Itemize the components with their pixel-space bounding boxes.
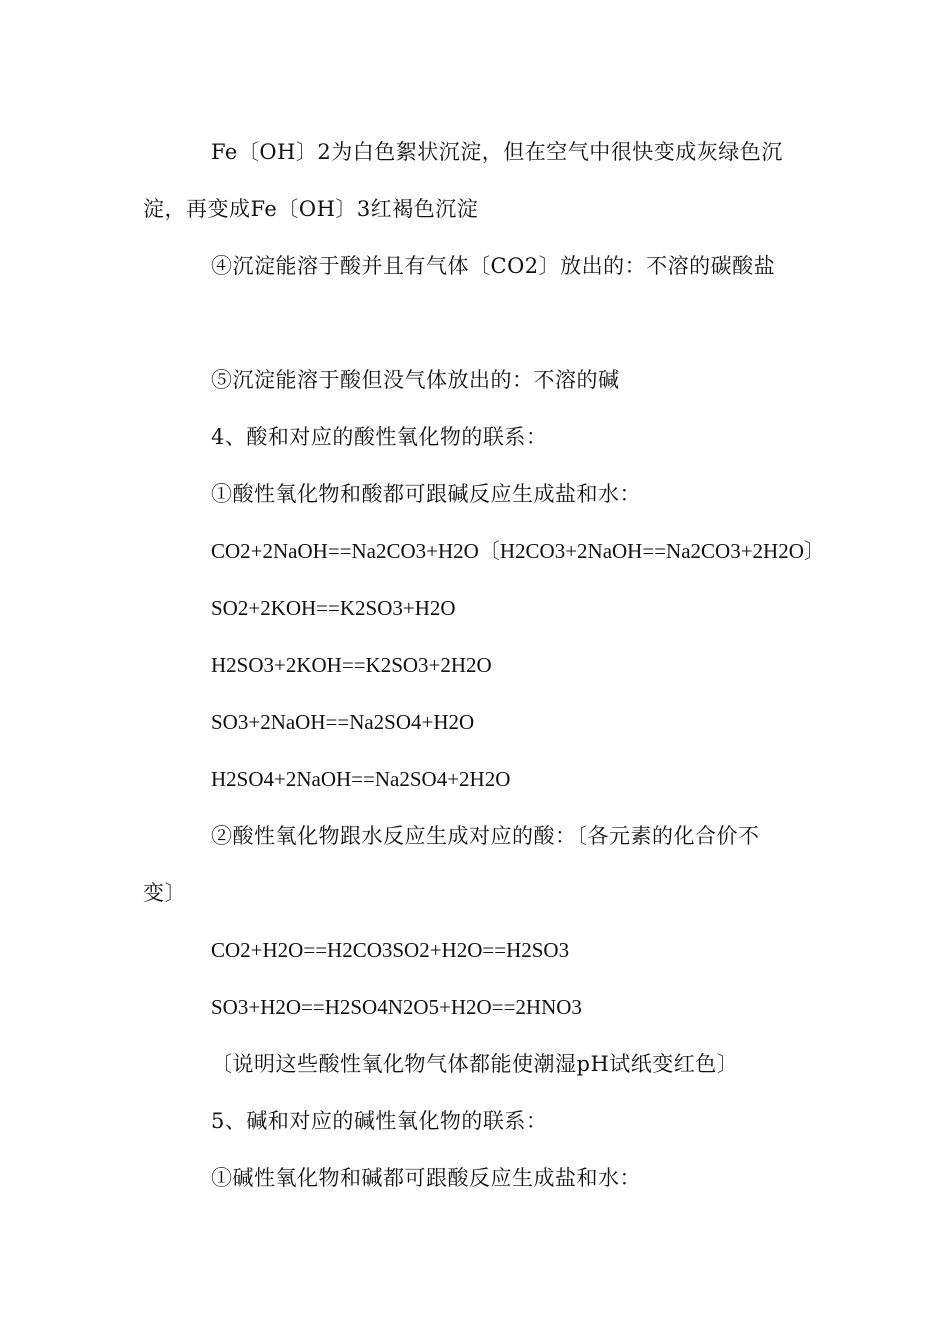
paragraph-line: ②酸性氧化物跟水反应生成对应的酸：〔各元素的化合价不 (211, 824, 760, 848)
paragraph-line: 淀，再变成Fe〔OH〕3红褐色沉淀 (143, 197, 479, 221)
equation-line: H2SO4+2NaOH==Na2SO4+2H2O (211, 767, 511, 791)
equation-line: CO2+2NaOH==Na2CO3+H2O〔H2CO3+2NaOH==Na2CO3+2H2O〕 (211, 539, 825, 563)
equation-line: CO2+H2O==H2CO3SO2+H2O==H2SO3 (211, 938, 570, 962)
paragraph-line: ①碱性氧化物和碱都可跟酸反应生成盐和水： (211, 1166, 641, 1190)
paragraph-line: 变〕 (143, 881, 186, 905)
equation-line: H2SO3+2KOH==K2SO3+2H2O (211, 653, 492, 677)
paragraph-line: ①酸性氧化物和酸都可跟碱反应生成盐和水： (211, 482, 641, 506)
equation-line: SO2+2KOH==K2SO3+H2O (211, 596, 456, 620)
paragraph-line: Fe〔OH〕2为白色絮状沉淀，但在空气中很快变成灰绿色沉 (211, 140, 783, 164)
section-heading: 5、碱和对应的碱性氧化物的联系： (211, 1109, 548, 1133)
section-heading: 4、酸和对应的酸性氧化物的联系： (211, 425, 548, 449)
paragraph-line: 〔说明这些酸性氧化物气体都能使潮湿pH试纸变红色〕 (211, 1052, 739, 1076)
paragraph-line: ④沉淀能溶于酸并且有气体〔CO2〕放出的：不溶的碳酸盐 (211, 254, 776, 278)
equation-line: SO3+H2O==H2SO4N2O5+H2O==2HNO3 (211, 995, 582, 1019)
equation-line: SO3+2NaOH==Na2SO4+H2O (211, 710, 475, 734)
paragraph-line: ⑤沉淀能溶于酸但没气体放出的：不溶的碱 (211, 368, 620, 392)
